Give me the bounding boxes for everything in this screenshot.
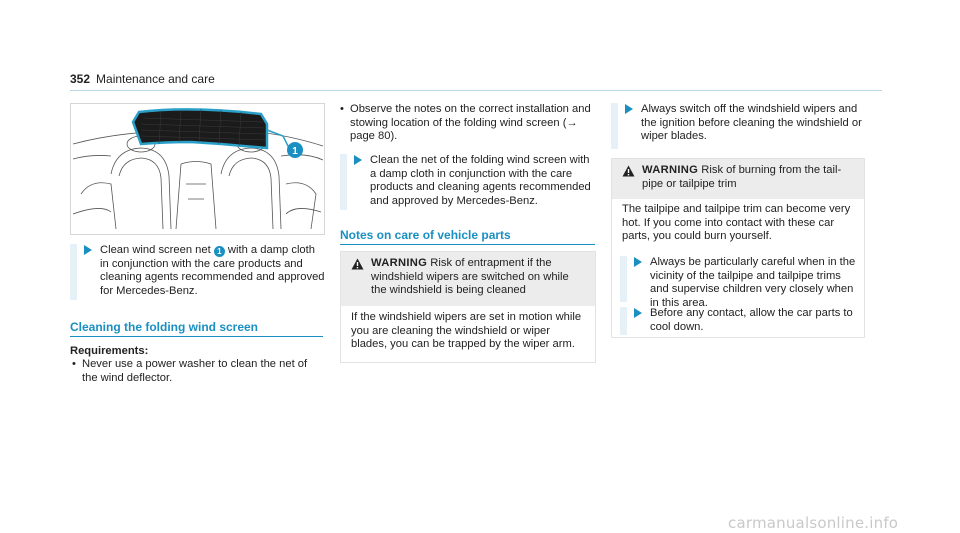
bullet-dot: • — [340, 103, 344, 115]
step-text-pre: Clean wind screen net — [100, 244, 214, 256]
warning-header — [341, 252, 595, 306]
step-careful-near-tailpipe — [620, 256, 856, 309]
list-item — [72, 358, 324, 388]
step-arrow-icon — [634, 308, 642, 318]
step-bar — [620, 256, 627, 302]
header-divider — [70, 90, 882, 91]
step-text: Always switch off the windshield wipers and the ignition before cleaning the windshield or wiper blades. — [641, 103, 862, 143]
step-clean-wind-screen-net — [70, 244, 325, 300]
list-item — [340, 103, 592, 145]
step-text-post: with a damp cloth in conjunction with the care products and cleaning agents recommended and approved for Mercedes-Benz. — [100, 244, 325, 297]
car-interior-illustration — [70, 103, 325, 235]
step-text: Before any contact, allow the car parts to cool down. — [650, 307, 853, 333]
warning-title: Risk of burning from the tail-pipe or tailpipe trim — [642, 164, 842, 190]
warning-body: The tailpipe and tailpipe trim can become very hot. If you come into contact with these car parts, you could burn yourself. — [622, 203, 851, 243]
step-arrow-icon — [84, 245, 92, 255]
warning-label: WARNING — [371, 257, 428, 269]
step-clean-net — [340, 154, 595, 210]
bullet-text: Observe the notes on the correct installation and stowing location of the folding wind screen (→ page 80). — [350, 103, 591, 143]
page-header — [70, 72, 215, 86]
step-arrow-icon — [625, 104, 633, 114]
step-bar — [70, 244, 77, 300]
warning-title: Risk of entrapment if the windshield wipers are switched on while the windshield is being cleaned — [371, 257, 569, 297]
warning-header — [612, 159, 864, 199]
warning-triangle-icon — [351, 258, 364, 270]
watermark: carmanualsonline.info — [728, 514, 899, 532]
step-arrow-icon — [354, 155, 362, 165]
step-bar — [340, 154, 347, 210]
step-arrow-icon — [634, 257, 642, 267]
warning-box-entrapment — [340, 251, 596, 363]
requirements-label: Requirements: — [70, 345, 149, 357]
section-title-cleaning: Cleaning the folding wind screen — [70, 320, 259, 334]
step-text: Always be particularly careful when in the vicinity of the tailpipe and tailpipe trims and supervise children very closely when in this area. — [650, 256, 856, 309]
step-switch-off-wipers — [611, 103, 869, 149]
section-rule — [70, 336, 323, 337]
figure-callout-number: 1 — [292, 146, 298, 157]
section-rule — [340, 244, 595, 245]
bullet-dot: • — [72, 358, 76, 370]
bullet-text: Never use a power washer to clean the net of the wind deflector. — [82, 358, 308, 384]
warning-triangle-icon — [622, 165, 635, 177]
step-text: Clean the net of the folding wind screen with a damp cloth in conjunction with the care products and cleaning agents recommended and approved by Mercedes-Benz. — [370, 154, 591, 207]
step-bar — [620, 307, 627, 335]
page-number: 352 — [70, 72, 91, 86]
convertible-windscreen-drawing — [71, 104, 324, 234]
section-title-vehicle-parts: Notes on care of vehicle parts — [340, 228, 511, 242]
step-bar — [611, 103, 618, 149]
step-allow-cool-down — [620, 307, 856, 335]
warning-label: WARNING — [642, 164, 699, 176]
page-section-title: Maintenance and care — [96, 72, 215, 86]
callout-marker: 1 — [214, 246, 225, 257]
warning-box-burning — [611, 158, 865, 338]
warning-body: If the windshield wipers are set in motion while you are cleaning the windshield or wiper blades, you can be trapped by the wiper arm. — [351, 311, 582, 351]
